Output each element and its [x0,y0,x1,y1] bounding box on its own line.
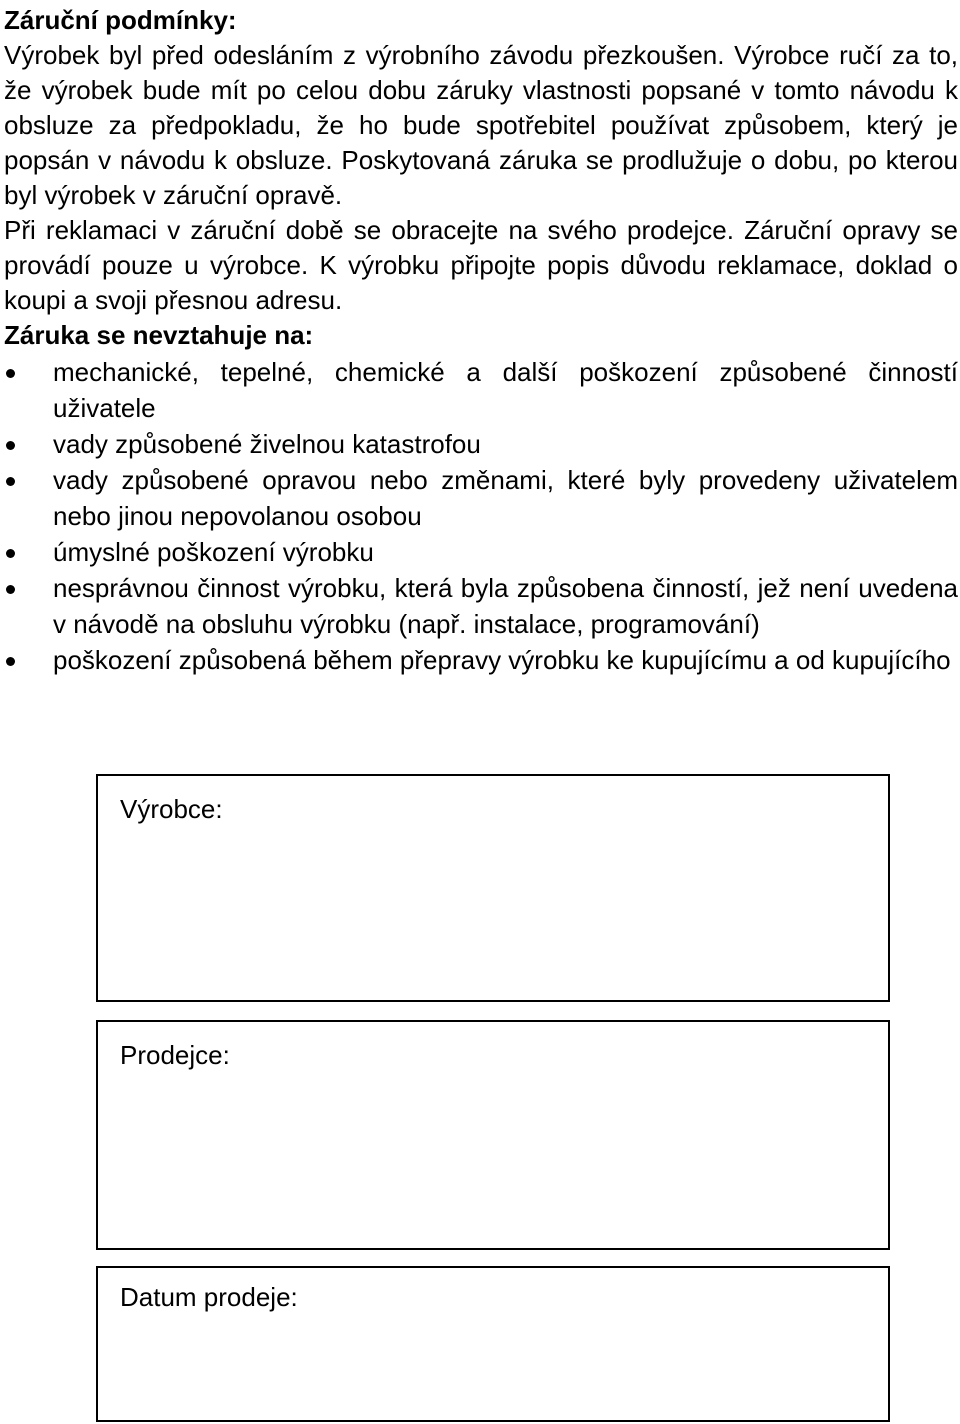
seller-label: Prodejce: [120,1040,230,1070]
paragraph-product-tested: Výrobek byl před odesláním z výrobního závodu přezkoušen. Výrobce ručí za to, že výrobek bude mít po celou dobu záruky vlastnosti popsané v tomto návodu k obsluze za předpokladu, že ho bude spotřebitel používat způsobem, který je popsán v návodu k obsluze. Poskytovaná záruka se prodlužuje o dobu, po kterou byl výrobek v záruční opravě. [4,40,958,210]
list-item-text: vady způsobené živelnou katastrofou [53,429,481,459]
manufacturer-box[interactable] [96,774,890,1002]
list-item [4,570,958,642]
manufacturer-label: Výrobce: [120,794,223,824]
paragraph-claims: Při reklamaci v záruční době se obracejte na svého prodejce. Záruční opravy se provádí pouze u výrobce. K výrobku připojte popis důvodu reklamace, doklad o koupi a svoji přesnou adresu. [4,215,958,315]
bullet-icon [6,657,15,666]
list-item-text: úmyslné poškození výrobku [53,537,374,567]
bullet-icon [6,585,15,594]
bullet-icon [6,369,15,378]
list-item-text: poškození způsobená během přepravy výrobku ke kupujícímu a od kupujícího [53,645,951,675]
warranty-title: Záruční podmínky: [4,5,237,35]
list-item [4,642,958,678]
list-item-text: nesprávnou činnost výrobku, která byla způsobena činností, jež není uvedena v návodě na obsluhu výrobku (např. instalace, programování) [53,573,958,639]
list-item [4,354,958,426]
bullet-icon [6,441,15,450]
seller-box[interactable] [96,1020,890,1250]
list-item [4,462,958,534]
sale-date-label: Datum prodeje: [120,1282,298,1312]
bullet-icon [6,549,15,558]
list-item [4,534,958,570]
bullet-icon [6,477,15,486]
list-item-text: mechanické, tepelné, chemické a další poškození způsobené činností uživatele [53,357,958,423]
list-item [4,426,958,462]
list-item-text: vady způsobené opravou nebo změnami, které byly provedeny uživatelem nebo jinou nepovolanou osobou [53,465,958,531]
exclusions-list [4,354,958,678]
warranty-document [4,0,958,678]
sale-date-box[interactable] [96,1266,890,1422]
exclusions-heading: Záruka se nevztahuje na: [4,320,314,350]
